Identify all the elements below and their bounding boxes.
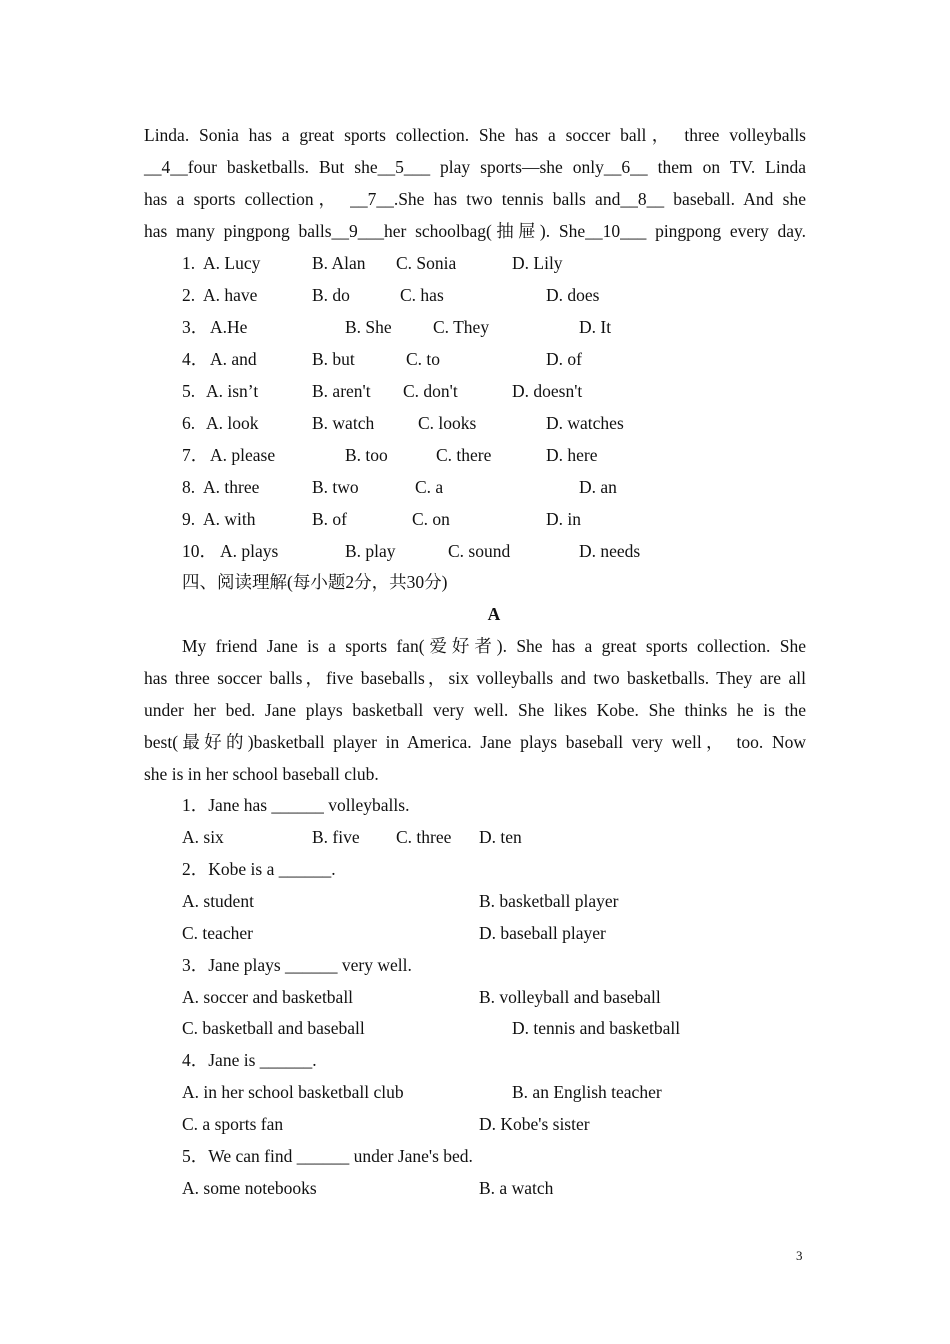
option-b: B. an English teacher — [512, 1082, 662, 1102]
question-options — [182, 1108, 806, 1140]
option-a: A. look — [206, 413, 259, 433]
option-c: C. three — [396, 827, 452, 847]
question-stem: 4．Jane is ______. — [182, 1050, 317, 1070]
passage-line: best(最好的)basketball player in America. Jane plays baseball very well， too. Now — [144, 732, 806, 752]
question-options — [182, 821, 806, 853]
question-stem: 3．Jane plays ______ very well. — [182, 955, 412, 975]
option-a: A. student — [182, 891, 254, 911]
option-c: C. a sports fan — [182, 1114, 284, 1134]
option-a: A. in her school basketball club — [182, 1082, 404, 1102]
option-b: B. She — [345, 317, 392, 337]
question-options — [182, 885, 806, 917]
cloze-question — [182, 535, 806, 567]
question-options — [182, 981, 806, 1013]
option-b: B. Alan — [312, 253, 366, 273]
option-a: A.He — [210, 317, 248, 337]
question-number: 8. — [182, 477, 196, 497]
option-d: D. does — [546, 285, 600, 305]
option-b: B. do — [312, 285, 350, 305]
question-number: 10． — [182, 541, 217, 561]
option-c: C. there — [436, 445, 492, 465]
option-c: C. basketball and baseball — [182, 1018, 365, 1038]
question-options — [182, 917, 806, 949]
option-c: C. They — [433, 317, 490, 337]
question-number: 7． — [182, 445, 209, 465]
cloze-passage-line: has a sports collection， __7__.She has two tennis balls and__8__ baseball. And she — [144, 189, 806, 209]
option-b: B. aren't — [312, 381, 371, 401]
option-d: D. tennis and basketball — [512, 1018, 681, 1038]
cloze-question — [182, 407, 806, 439]
option-b: B. volleyball and baseball — [479, 987, 661, 1007]
question-options — [182, 1172, 806, 1204]
option-b: B. but — [312, 349, 355, 369]
cloze-question — [182, 375, 806, 407]
option-b: B. of — [312, 509, 347, 529]
option-d: D. It — [579, 317, 612, 337]
question-number: 6. — [182, 413, 196, 433]
option-d: D. in — [546, 509, 581, 529]
option-d: D. an — [579, 477, 617, 497]
question-number: 4． — [182, 349, 209, 369]
passage-line: under her bed. Jane plays basketball very well. She likes Kobe. She thinks he is the — [144, 700, 806, 720]
page-number: 3 — [796, 1248, 803, 1263]
cloze-question — [182, 439, 806, 471]
question-options — [182, 1012, 806, 1044]
option-d: D. here — [546, 445, 598, 465]
option-b: B. five — [312, 827, 360, 847]
option-a: A. some notebooks — [182, 1178, 317, 1198]
section-title: 四、阅读理解(每小题2分，共30分) — [182, 572, 448, 592]
question-number: 1. — [182, 253, 196, 273]
option-a: A. please — [210, 445, 276, 465]
question-number: 9. — [182, 509, 196, 529]
option-a: A. Lucy — [203, 253, 261, 273]
option-b: B. too — [345, 445, 388, 465]
question-options — [182, 1076, 806, 1108]
option-d: D. Lily — [512, 253, 563, 273]
passage-heading: A — [487, 604, 501, 624]
option-a: A. plays — [220, 541, 279, 561]
cloze-passage-line: has many pingpong balls__9___her schoolbag(抽屉). She__10___ pingpong every day. — [144, 221, 806, 241]
cloze-question — [182, 343, 806, 375]
cloze-question — [182, 503, 806, 535]
option-c: C. looks — [418, 413, 477, 433]
cloze-passage-line: __4__four basketballs. But she__5___ play sports—she only__6__ them on TV. Linda — [144, 157, 806, 177]
cloze-question — [182, 247, 806, 279]
passage-line: has three soccer balls，five baseballs，six volleyballs and two basketballs. They are all — [144, 668, 806, 688]
option-b: B. watch — [312, 413, 375, 433]
cloze-question — [182, 471, 806, 503]
option-a: A. have — [203, 285, 258, 305]
option-c: C. on — [412, 509, 450, 529]
option-c: C. has — [400, 285, 444, 305]
option-b: B. two — [312, 477, 359, 497]
option-b: B. play — [345, 541, 396, 561]
option-a: A. six — [182, 827, 224, 847]
passage-line: My friend Jane is a sports fan(爱好者). She has a great sports collection. She — [182, 636, 806, 656]
option-a: A. and — [210, 349, 257, 369]
option-b: B. basketball player — [479, 891, 619, 911]
option-c: C. Sonia — [396, 253, 457, 273]
question-number: 3． — [182, 317, 209, 337]
cloze-passage-line: Linda. Sonia has a great sports collection. She has a soccer ball， three volleyballs — [144, 125, 806, 145]
question-stem: 5．We can find ______ under Jane's bed. — [182, 1146, 473, 1166]
option-d: D. of — [546, 349, 582, 369]
option-d: D. ten — [479, 827, 522, 847]
option-b: B. a watch — [479, 1178, 554, 1198]
option-c: C. teacher — [182, 923, 253, 943]
option-c: C. to — [406, 349, 441, 369]
question-number: 2. — [182, 285, 196, 305]
option-d: D. baseball player — [479, 923, 606, 943]
cloze-question — [182, 279, 806, 311]
option-a: A. with — [203, 509, 256, 529]
passage-line: she is in her school baseball club. — [144, 764, 379, 784]
option-c: C. don't — [403, 381, 458, 401]
cloze-question — [182, 311, 806, 343]
option-c: C. sound — [448, 541, 511, 561]
option-d: D. doesn't — [512, 381, 583, 401]
option-d: D. Kobe's sister — [479, 1114, 590, 1134]
option-d: D. needs — [579, 541, 641, 561]
question-stem: 1．Jane has ______ volleyballs. — [182, 795, 410, 815]
option-a: A. isn’t — [206, 381, 259, 401]
option-a: A. soccer and basketball — [182, 987, 354, 1007]
option-c: C. a — [415, 477, 444, 497]
option-d: D. watches — [546, 413, 624, 433]
question-number: 5. — [182, 381, 196, 401]
option-a: A. three — [203, 477, 260, 497]
question-stem: 2．Kobe is a ______. — [182, 859, 336, 879]
